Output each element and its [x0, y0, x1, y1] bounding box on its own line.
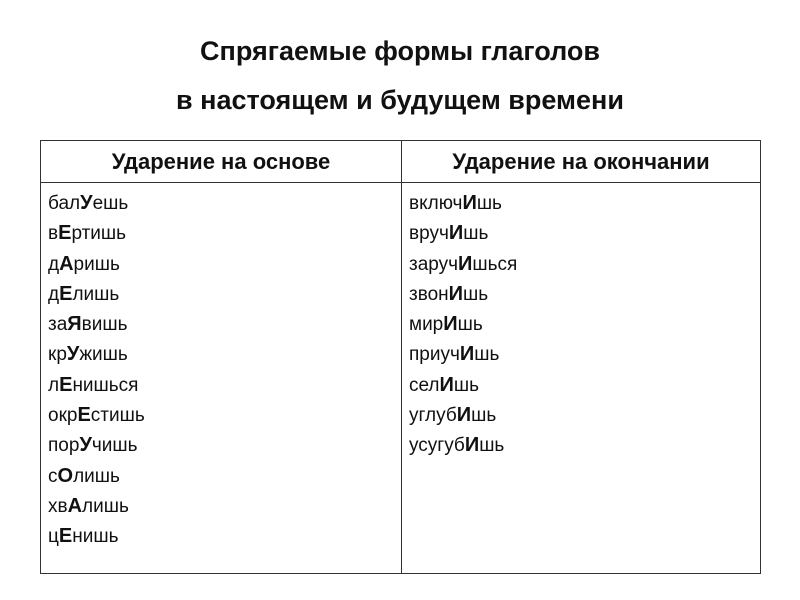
word-suffix: нишь [72, 526, 119, 548]
column-divider [401, 141, 402, 573]
column-header-ending-stress: Ударение на окончании [452, 149, 710, 174]
word-suffix: лишь [73, 465, 120, 487]
word-prefix: д [48, 283, 60, 305]
word-prefix: углуб [409, 405, 457, 427]
stressed-vowel: И [456, 404, 472, 427]
stressed-vowel: И [459, 343, 475, 366]
page-title-line-1: Спрягаемые формы глаголов [200, 36, 600, 66]
word-prefix: хв [48, 495, 68, 517]
word-prefix: мир [409, 314, 444, 336]
word-item [409, 309, 517, 339]
stressed-vowel: О [57, 464, 74, 487]
word-prefix: за [48, 314, 68, 336]
word-prefix: бал [48, 193, 81, 214]
word-prefix: ц [48, 526, 59, 548]
word-suffix: чишь [91, 435, 138, 457]
word-suffix: шь [463, 283, 489, 305]
word-prefix: заруч [409, 253, 459, 275]
word-prefix: звон [409, 283, 449, 305]
word-prefix: вруч [409, 223, 449, 245]
word-item [48, 430, 145, 460]
word-suffix: нишься [72, 374, 139, 396]
word-item [409, 370, 517, 400]
stressed-vowel: И [458, 252, 473, 275]
word-suffix: шь [457, 314, 483, 336]
word-suffix: шь [471, 405, 497, 427]
stressed-vowel: У [66, 343, 80, 366]
word-item [48, 521, 145, 551]
word-prefix: приуч [409, 344, 460, 366]
stressed-vowel: И [443, 313, 458, 336]
word-suffix: лишь [72, 283, 120, 305]
word-item [48, 218, 145, 248]
word-item [409, 339, 517, 369]
word-item [48, 249, 145, 279]
word-item [48, 279, 145, 309]
word-suffix: лишь [82, 495, 129, 517]
word-suffix: шься [472, 253, 518, 275]
verb-stress-table [40, 140, 761, 574]
word-item [48, 491, 145, 521]
stressed-vowel: Я [67, 313, 82, 336]
stressed-vowel: И [448, 282, 464, 305]
word-item [48, 461, 145, 491]
stressed-vowel: У [79, 434, 92, 457]
word-suffix: ришь [73, 253, 120, 275]
word-item [48, 370, 145, 400]
header-divider [41, 182, 760, 183]
word-prefix: окр [48, 405, 78, 427]
word-prefix: л [48, 374, 60, 396]
word-item [409, 400, 517, 430]
word-item [409, 188, 517, 218]
page-title-line-2: в настоящем и будущем времени [176, 85, 624, 115]
word-prefix: сел [409, 374, 440, 396]
word-item [48, 188, 145, 218]
stressed-vowel: Е [58, 222, 72, 245]
stressed-vowel: А [67, 494, 83, 517]
word-item [409, 279, 517, 309]
word-suffix: шь [474, 344, 500, 366]
stressed-vowel: Е [59, 373, 73, 396]
stem-stress-word-list [48, 188, 145, 552]
stressed-vowel: И [464, 434, 480, 457]
stressed-vowel: А [59, 252, 74, 275]
word-suffix: ртишь [71, 223, 127, 245]
column-header-stem-stress: Ударение на основе [111, 149, 331, 174]
word-prefix: д [48, 253, 60, 275]
word-suffix: жишь [79, 344, 128, 366]
word-item [48, 339, 145, 369]
word-suffix: ешь [92, 193, 129, 214]
word-item [48, 400, 145, 430]
word-prefix: включ [409, 193, 463, 214]
word-suffix: шь [476, 193, 502, 214]
word-prefix: с [48, 465, 58, 487]
stressed-vowel: И [462, 192, 477, 214]
word-prefix: усугуб [409, 435, 465, 457]
stressed-vowel: У [80, 192, 93, 214]
word-prefix: кр [48, 344, 67, 366]
word-prefix: в [48, 223, 59, 245]
word-item [409, 218, 517, 248]
word-prefix: пор [48, 435, 80, 457]
stressed-vowel: Е [59, 282, 73, 305]
stressed-vowel: Е [77, 404, 91, 427]
stressed-vowel: Е [58, 525, 73, 548]
word-item [409, 249, 517, 279]
word-suffix: шь [479, 435, 505, 457]
word-suffix: шь [463, 223, 489, 245]
word-suffix: шь [453, 374, 480, 396]
word-item [48, 309, 145, 339]
word-suffix: вишь [81, 314, 128, 336]
stressed-vowel: И [448, 222, 464, 245]
ending-stress-word-list [409, 188, 517, 461]
stressed-vowel: И [439, 373, 454, 396]
word-suffix: стишь [90, 405, 145, 427]
word-item [409, 430, 517, 460]
